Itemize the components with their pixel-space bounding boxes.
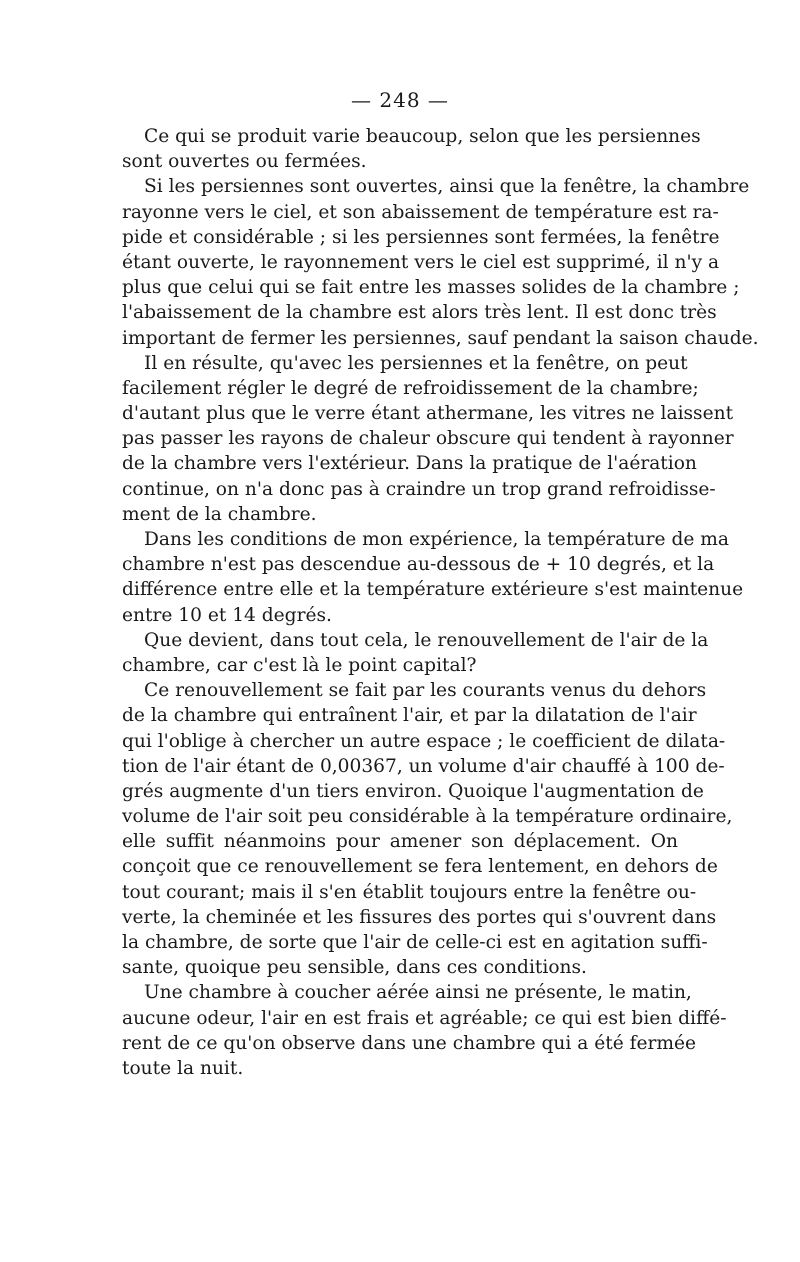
text-line: pas passer les rayons de chaleur obscure qui tendent à rayonner <box>122 428 734 450</box>
text-line: sont ouvertes ou fermées. <box>122 151 367 173</box>
text-line: la chambre, de sorte que l'air de celle-ci est en agitation suffi- <box>122 932 708 953</box>
text-line: qui l'oblige à chercher un autre espace ; le coefficient de dilata- <box>122 730 726 752</box>
text-line: rent de ce qu'on observe dans une chambre qui a été fermée <box>122 1032 697 1054</box>
page-number: — 248 — <box>351 88 449 112</box>
text-line: important de fermer les persiennes, sauf pendant la saison chaude. <box>122 327 759 349</box>
text-line: chambre n'est pas descendue au-dessous de + 10 degrés, et la <box>122 554 715 576</box>
text-line: d'autant plus que le verre étant athermane, les vitres ne laissent <box>122 403 734 425</box>
body-text <box>122 124 759 1081</box>
text-line: rayonne vers le ciel, et son abaissement de température est ra- <box>122 201 719 223</box>
text-line: Il en résulte, qu'avec les persiennes et la fenêtre, on peut <box>144 352 688 374</box>
text-line: aucune odeur, l'air en est frais et agréable; ce qui est bien diffé- <box>122 1007 727 1029</box>
text-line: différence entre elle et la température extérieure s'est maintenue <box>122 579 744 601</box>
text-line: l'abaissement de la chambre est alors très lent. Il est donc très <box>122 302 717 324</box>
text-line: toute la nuit. <box>122 1057 244 1079</box>
text-line: verte, la cheminée et les fissures des portes qui s'ouvrent dans <box>122 906 717 928</box>
text-line: Ce qui se produit varie beaucoup, selon que les persiennes <box>144 126 701 147</box>
text-line: de la chambre vers l'extérieur. Dans la pratique de l'aération <box>122 453 697 475</box>
text-line: pide et considérable ; si les persiennes sont fermées, la fenêtre <box>122 226 720 248</box>
text-line: volume de l'air soit peu considérable à la température ordinaire, <box>122 806 733 828</box>
text-line: ment de la chambre. <box>122 503 317 525</box>
text-line: tion de l'air étant de 0,00367, un volume d'air chauffé à 100 de- <box>122 755 725 777</box>
text-line: étant ouverte, le rayonnement vers le ciel est supprimé, il n'y a <box>122 251 720 273</box>
text-line: facilement régler le degré de refroidissement de la chambre; <box>122 377 699 399</box>
text-line: sante, quoique peu sensible, dans ces conditions. <box>122 957 587 979</box>
text-line: Si les persiennes sont ouvertes, ainsi que la fenêtre, la chambre <box>144 176 750 198</box>
text-line: Ce renouvellement se fait par les courants venus du dehors <box>144 680 707 702</box>
text-line: Dans les conditions de mon expérience, la température de ma <box>144 529 729 550</box>
text-line: elle suffit néanmoins pour amener son déplacement. On <box>122 831 678 853</box>
text-line: Que devient, dans tout cela, le renouvellement de l'air de la <box>144 629 709 651</box>
text-line: entre 10 et 14 degrés. <box>122 604 332 626</box>
text-line: tout courant; mais il s'en établit toujours entre la fenêtre ou- <box>122 881 697 903</box>
text-line: de la chambre qui entraînent l'air, et par la dilatation de l'air <box>122 705 697 727</box>
text-line: conçoit que ce renouvellement se fera lentement, en dehors de <box>122 856 718 878</box>
text-line: chambre, car c'est là le point capital? <box>122 654 477 676</box>
text-line: grés augmente d'un tiers environ. Quoique l'augmentation de <box>122 780 704 802</box>
text-line: Une chambre à coucher aérée ainsi ne présente, le matin, <box>144 982 692 1004</box>
text-line: continue, on n'a donc pas à craindre un trop grand refroidisse- <box>122 478 716 500</box>
text-line: plus que celui qui se fait entre les masses solides de la chambre ; <box>122 277 740 299</box>
